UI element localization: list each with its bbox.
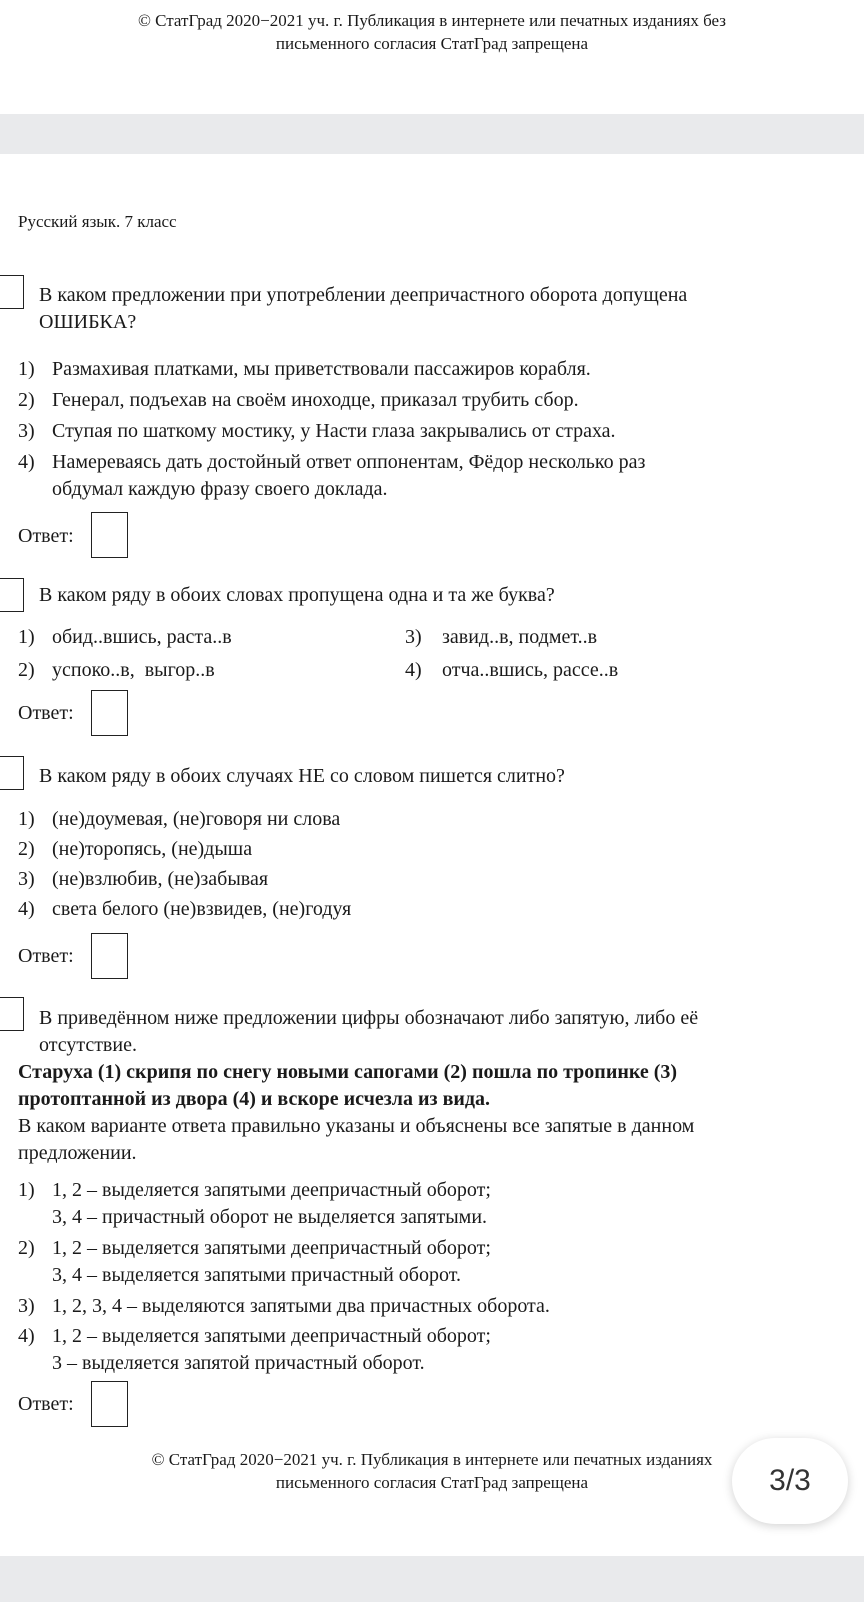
- task2-question: В каком ряду в обоих словах пропущена одна и та же буква?: [39, 584, 555, 606]
- task-number-box: [0, 756, 24, 790]
- task2-option-2: успоко..в, выгор..в: [52, 659, 215, 681]
- task-number-box: [0, 275, 24, 309]
- answer-box-task1[interactable]: [91, 512, 128, 558]
- task3-question: В каком ряду в обоих случаях НЕ со словом пишется слитно?: [39, 765, 565, 787]
- task2-option-2-number: 2): [18, 659, 35, 681]
- footer-line-1: © СтатГрад 2020−2021 уч. г. Публикация в интернете или печатных изданиях без: [138, 11, 726, 30]
- task3-option-1-number: 1): [18, 808, 35, 830]
- task4-option-2-line2: 3, 4 – выделяется запятыми причастный оборот.: [52, 1264, 461, 1286]
- task4-option-2-number: 2): [18, 1237, 35, 1259]
- page-separator: [0, 1556, 864, 1602]
- task4-intro-line1: В приведённом ниже предложении цифры обозначают либо запятую, либо её: [39, 1007, 699, 1029]
- task3-option-4: света белого (не)взвидев, (не)годуя: [52, 898, 352, 920]
- page-header-subject: Русский язык. 7 класс: [18, 212, 177, 231]
- answer-label: Ответ:: [18, 1393, 74, 1415]
- task2-option-4: отча..вшись, рассе..в: [442, 659, 619, 681]
- task4-option-4-number: 4): [18, 1325, 35, 1347]
- task4-option-4-line2: 3 – выделяется запятой причастный оборот.: [52, 1352, 425, 1374]
- task4-sentence-line1: Старуха (1) скрипя по снегу новыми сапогами (2) пошла по тропинке (3): [18, 1061, 678, 1083]
- task4-question-line1: В каком варианте ответа правильно указаны и объяснены все запятые в данном: [18, 1115, 695, 1137]
- task2-option-1-number: 1): [18, 626, 35, 648]
- task4-option-3: 1, 2, 3, 4 – выделяются запятыми два причастных оборота.: [52, 1295, 550, 1317]
- task3-option-4-number: 4): [18, 898, 35, 920]
- task2-option-3-number: 3): [405, 626, 422, 648]
- task4-option-1-line1: 1, 2 – выделяется запятыми деепричастный оборот;: [52, 1179, 491, 1201]
- task1-option-2-number: 2): [18, 389, 35, 411]
- task1-option-1-number: 1): [18, 358, 35, 380]
- task4-option-1-line2: 3, 4 – причастный оборот не выделяется запятыми.: [52, 1206, 488, 1228]
- task4-sentence-line2: протоптанной из двора (4) и вскоре исчезла из вида.: [18, 1088, 491, 1110]
- task1-option-1: Размахивая платками, мы приветствовали пассажиров корабля.: [52, 358, 591, 380]
- task4-option-4-line1: 1, 2 – выделяется запятыми деепричастный оборот;: [52, 1325, 491, 1347]
- answer-label: Ответ:: [18, 945, 74, 967]
- page-indicator[interactable]: 3/3: [732, 1438, 848, 1524]
- task3-option-2: (не)торопясь, (не)дыша: [52, 838, 253, 860]
- task4-intro-line2: отсутствие.: [39, 1034, 137, 1056]
- task1-option-3-number: 3): [18, 420, 35, 442]
- task-number-box: [0, 578, 24, 612]
- footer-line-2: письменного согласия СтатГрад запрещена: [275, 1473, 589, 1492]
- task2-option-3: завид..в, подмет..в: [442, 626, 598, 648]
- task4-option-2-line1: 1, 2 – выделяется запятыми деепричастный оборот;: [52, 1237, 491, 1259]
- task1-option-4-line1: Намереваясь дать достойный ответ оппонентам, Фёдор несколько раз: [52, 451, 646, 473]
- task1-question-line2: ОШИБКА?: [39, 311, 137, 333]
- task2-option-4-number: 4): [405, 659, 422, 681]
- task1-option-4-number: 4): [18, 451, 35, 473]
- task-number-box: [0, 997, 24, 1031]
- task2-option-1: обид..вшись, раста..в: [52, 626, 232, 648]
- page-separator: [0, 114, 864, 154]
- task3-option-2-number: 2): [18, 838, 35, 860]
- task3-option-3: (не)взлюбив, (не)забывая: [52, 868, 269, 890]
- task3-option-1: (не)доумевая, (не)говоря ни слова: [52, 808, 341, 830]
- answer-label: Ответ:: [18, 702, 74, 724]
- answer-box-task3[interactable]: [91, 933, 128, 979]
- footer-line-2: письменного согласия СтатГрад запрещена: [275, 34, 589, 53]
- answer-box-task4[interactable]: [91, 1381, 128, 1427]
- task4-question-line2: предложении.: [18, 1142, 137, 1164]
- footer-line-1: © СтатГрад 2020−2021 уч. г. Публикация в интернете или печатных изданиях: [151, 1450, 713, 1469]
- task4-option-3-number: 3): [18, 1295, 35, 1317]
- task1-option-2: Генерал, подъехав на своём иноходце, приказал трубить сбор.: [52, 389, 579, 411]
- task3-option-3-number: 3): [18, 868, 35, 890]
- task4-option-1-number: 1): [18, 1179, 35, 1201]
- answer-label: Ответ:: [18, 525, 74, 547]
- task1-option-4-line2: обдумал каждую фразу своего доклада.: [52, 478, 388, 500]
- copyright-footer-top: [0, 9, 864, 55]
- answer-box-task2[interactable]: [91, 690, 128, 736]
- task1-option-3: Ступая по шаткому мостику, у Насти глаза закрывались от страха.: [52, 420, 616, 442]
- task1-question-line1: В каком предложении при употреблении деепричастного оборота допущена: [39, 284, 688, 306]
